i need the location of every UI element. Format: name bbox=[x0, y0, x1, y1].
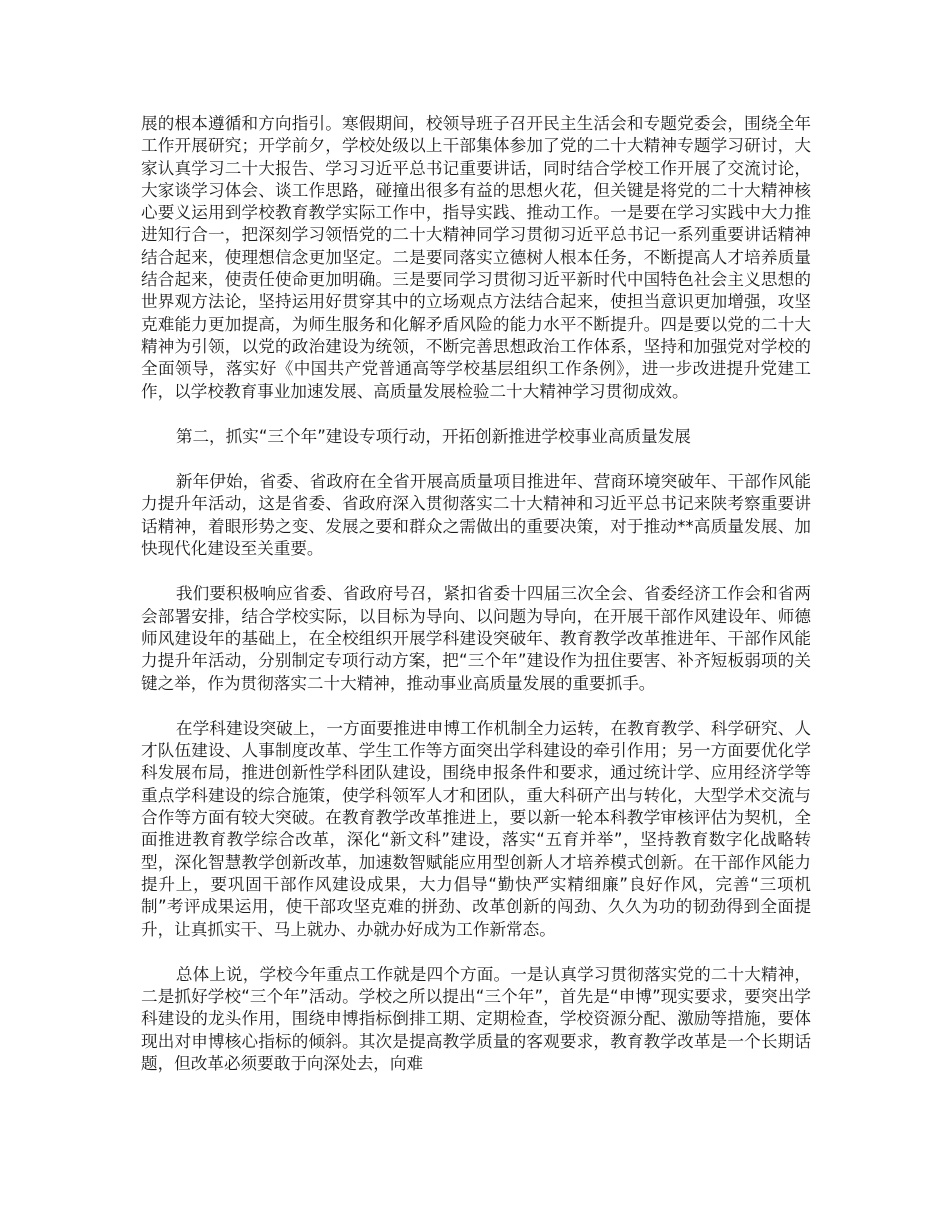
paragraph-party-congress-study: 展的根本遵循和方向指引。寒假期间，校领导班子召开民主生活会和专题党委会，围绕全年工作开展研究；开学前夕，学校处级以上干部集体参加了党的二十大精神专题学习研讨，大家认真学习二十大报告、学习习近平总书记重要讲话，同时结合学校工作开展了交流讨论，大家谈学习体会、谈工作思路，碰撞出很多有益的思想火花，但关键是将党的二十大精神核心要义运用到学校教育教学实际工作中，指导实践、推动工作。一是要在学习实践中大力推进知行合一，把深刻学习领悟党的二十大精神同学习贯彻习近平总书记一系列重要讲话精神结合起来，使理想信念更加坚定。二是要同落实立德树人根本任务，不断提高人才培养质量结合起来，使责任使命更加明确。三是要同学习贯彻习近平新时代中国特色社会主义思想的世界观方法论，坚持运用好贯穿其中的立场观点方法结合起来，使担当意识更加增强，攻坚克难能力更加提高，为师生服务和化解矛盾风险的能力水平不断提升。四是要以党的二十大精神为引领，以党的政治建设为统领，不断完善思想政治工作体系，坚持和加强党对学校的全面领导，落实好《中国共产党普通高等学校基层组织工作条例》，进一步改进提升党建工作，以学校教育事业加速发展、高质量发展检验二十大精神学习贯彻成效。 bbox=[141, 114, 811, 401]
paragraph-respond-to-call: 我们要积极响应省委、省政府号召，紧扣省委十四届三次全会、省委经济工作会和省两会部署安排，结合学校实际，以目标为导向、以问题为导向，在开展干部作风建设年、师德师风建设年的基础上，在全校组织开展学科建设突破年、教育教学改革推进年、干部作风能力提升年活动，分别制定专项行动方案，把“三个年”建设作为扭住要害、补齐短板弱项的关键之举，作为贯彻落实二十大精神，推动事业高质量发展的重要抓手。 bbox=[141, 584, 811, 693]
section-heading-three-years: 第二，抓实“三个年”建设专项行动，开拓创新推进学校事业高质量发展 bbox=[175, 426, 691, 446]
paragraph-summary-key-work: 总体上说，学校今年重点工作就是四个方面。一是认真学习贯彻落实党的二十大精神，二是抓好学校“三个年”活动。学校之所以提出“三个年”，首先是“申博”现实要求，要突出学科建设的龙头作用，围绕申博指标倒排工期、定期检查，学校资源分配、激励等措施，要体现出对申博核心指标的倾斜。其次是提高教学质量的客观要求，教育教学改革是一个长期话题，但改革必须要敢于向深处去，向难 bbox=[141, 964, 811, 1073]
paragraph-discipline-construction: 在学科建设突破上，一方面要推进申博工作机制全力运转，在教育教学、科学研究、人才队伍建设、人事制度改革、学生工作等方面突出学科建设的牵引作用；另一方面要优化学科发展布局，推进创新性学科团队建设，围绕申报条件和要求，通过统计学、应用经济学等重点学科建设的综合施策，使学科领军人才和团队，重大科研产出与转化，大型学术交流与合作等方面有较大突破。在教育教学改革推进上，要以新一轮本科教学审核评估为契机，全面推进教育教学综合改革，深化“新文科”建设，落实“五育并举”，坚持教育数字化战略转型，深化智慧教学创新改革，加速数智赋能应用型创新人才培养模式创新。在干部作风能力提升上，要巩固干部作风建设成果，大力倡导“勤快严实精细廉”良好作风，完善“三项机制”考评成果运用，使干部攻坚克难的拼劲、改革创新的闯劲、久久为功的韧劲得到全面提升，让真抓实干、马上就办、办就办好成为工作新常态。 bbox=[141, 718, 811, 939]
document-page bbox=[141, 113, 811, 1098]
paragraph-new-year-activities: 新年伊始，省委、省政府在全省开展高质量项目推进年、营商环境突破年、干部作风能力提升年活动，这是省委、省政府深入贯彻落实二十大精神和习近平总书记来陕考察重要讲话精神，着眼形势之变、发展之要和群众之需做出的重要决策，对于推动**高质量发展、加快现代化建设至关重要。 bbox=[141, 472, 811, 559]
